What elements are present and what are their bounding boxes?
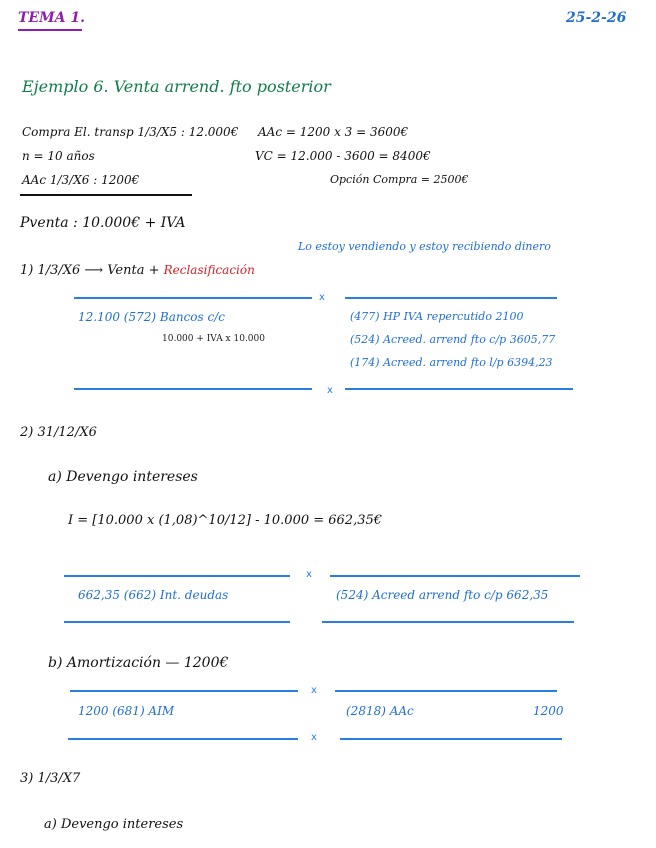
data-right-1: AAc = 1200 x 3 = 3600€: [258, 125, 409, 139]
entry2b-credit: (2818) AAc: [346, 704, 414, 718]
entry2-sub-b: b) Amortización — 1200€: [48, 655, 229, 671]
data-line-2: n = 10 años: [22, 149, 95, 163]
entry2b-bottom-line-left: [68, 738, 298, 740]
entry1-heading-reclass: Reclasificación: [163, 263, 255, 277]
blue-note: Lo estoy vendiendo y estoy recibiendo dinero: [298, 240, 551, 253]
entry2b-bottom-mark: x: [311, 732, 317, 743]
entry1-credit-2: (524) Acreed. arrend fto c/p 3605,77: [350, 333, 556, 346]
data-line-1: Compra El. transp 1/3/X5 : 12.000€: [22, 125, 239, 139]
data-right-3: Opción Compra = 2500€: [330, 173, 469, 186]
entry1-heading-text: 1) 1/3/X6 ⟶ Venta +: [20, 263, 164, 278]
entry1-debit-note: 10.000 + IVA x 10.000: [162, 334, 265, 344]
entry2-top-line-left: [64, 575, 290, 577]
entry1-bottom-mark: x: [327, 385, 333, 396]
data-separator: [20, 194, 192, 196]
entry2-sub-a: a) Devengo intereses: [48, 469, 198, 485]
entry2b-credit-amount: 1200: [533, 704, 564, 718]
entry1-credit-3: (174) Acreed. arrend fto l/p 6394,23: [350, 356, 553, 369]
entry2-top-line-right: [330, 575, 580, 577]
entry2b-top-line-left: [70, 690, 298, 692]
entry2b-debit: 1200 (681) AIM: [78, 704, 175, 718]
entry2b-top-line-right: [335, 690, 557, 692]
entry1-debit: 12.100 (572) Bancos c/c: [78, 310, 225, 324]
entry1-top-line-right: [345, 297, 557, 299]
entry1-bottom-line-left: [74, 388, 312, 390]
entry2-heading: 2) 31/12/X6: [20, 425, 97, 440]
sale-price: Pventa : 10.000€ + IVA: [20, 215, 186, 231]
entry2-formula: I = [10.000 x (1,08)^10/12] - 10.000 = 662,35€: [68, 513, 383, 528]
date: 25-2-26: [566, 10, 627, 26]
entry1-top-line-left: [74, 297, 312, 299]
entry1-heading: [20, 264, 255, 277]
entry2-top-mark: x: [306, 569, 312, 580]
entry3-sub-a: a) Devengo intereses: [44, 817, 184, 832]
entry2-bottom-line-right: [322, 621, 574, 623]
data-right-2: VC = 12.000 - 3600 = 8400€: [255, 149, 431, 163]
topic-title: TEMA 1.: [18, 10, 85, 26]
entry2-bottom-line-left: [64, 621, 290, 623]
data-line-3: AAc 1/3/X6 : 1200€: [22, 173, 140, 187]
entry1-top-mark: x: [319, 292, 325, 303]
entry1-credit-1: (477) HP IVA repercutido 2100: [350, 310, 524, 323]
entry1-bottom-line-right: [345, 388, 573, 390]
entry3-heading: 3) 1/3/X7: [20, 771, 81, 786]
entry2-debit: 662,35 (662) Int. deudas: [78, 588, 229, 602]
entry2b-bottom-line-right: [340, 738, 562, 740]
entry2b-top-mark: x: [311, 685, 317, 696]
entry2-credit: (524) Acreed arrend fto c/p 662,35: [336, 588, 549, 602]
topic-title-underline: [18, 29, 82, 31]
example-title: Ejemplo 6. Venta arrend. fto posterior: [22, 77, 331, 96]
